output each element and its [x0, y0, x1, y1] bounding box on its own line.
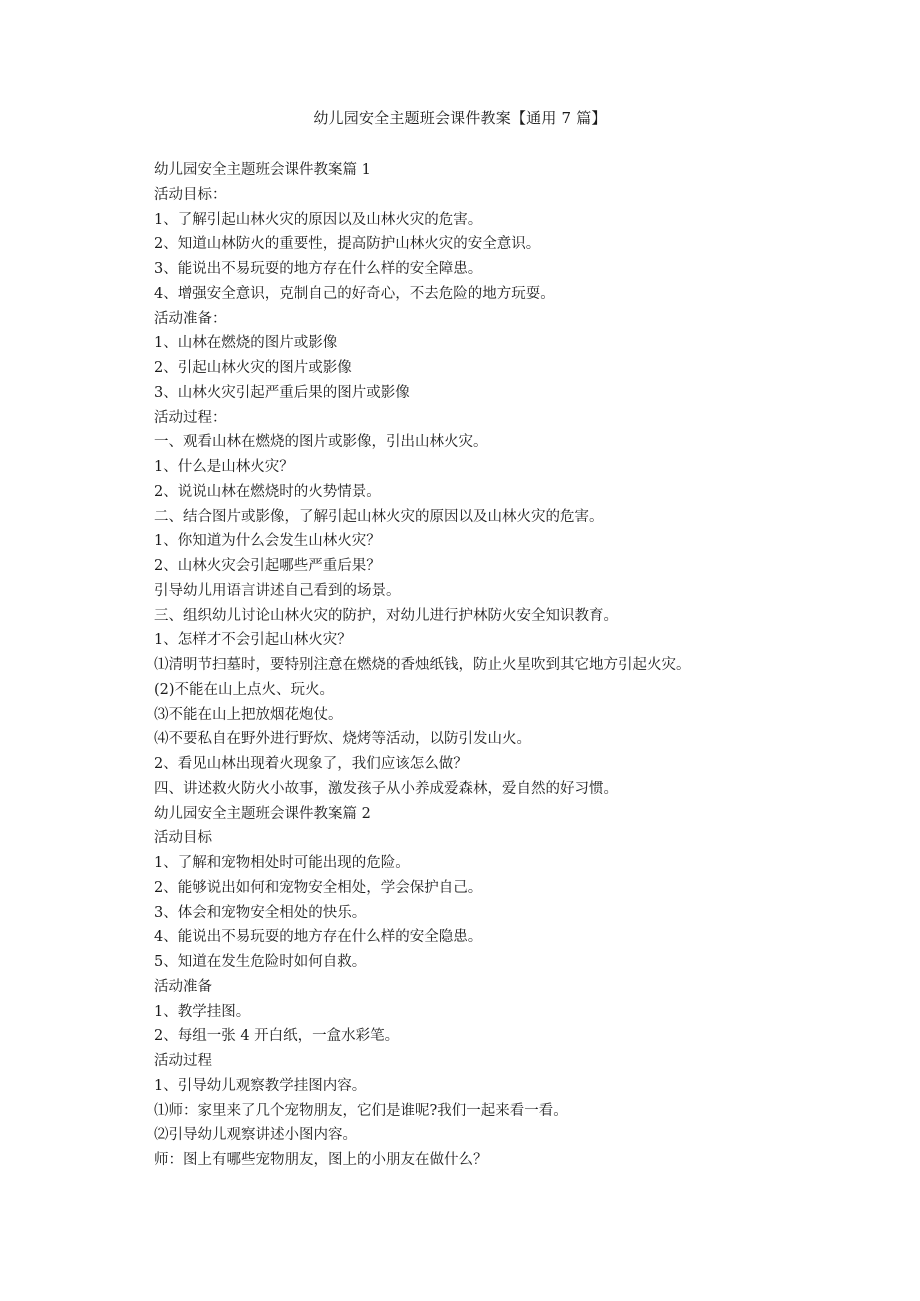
- paragraph-line: 一、观看山林在燃烧的图片或影像，引出山林火灾。: [154, 434, 488, 451]
- paragraph-line: 2、每组一张 4 开白纸，一盒水彩笔。: [154, 1028, 400, 1045]
- page-title: 幼儿园安全主题班会课件教案【通用 7 篇】: [313, 109, 607, 127]
- paragraph-line: 三、组织幼儿讨论山林火灾的防护，对幼儿进行护林防火安全知识教育。: [154, 607, 618, 624]
- paragraph-line: 1、引导幼儿观察教学挂图内容。: [154, 1077, 367, 1094]
- subheading: 活动准备：: [154, 310, 227, 327]
- paragraph-line: 1、山林在燃烧的图片或影像: [154, 335, 338, 352]
- paragraph-line: 1、怎样才不会引起山林火灾？: [154, 632, 352, 649]
- paragraph-line: 二、结合图片或影像，了解引起山林火灾的原因以及山林火灾的危害。: [154, 508, 604, 525]
- document-body: [154, 158, 874, 1173]
- paragraph-line: 2、看见山林出现着火现象了，我们应该怎么做？: [154, 756, 468, 772]
- paragraph-line: 3、体会和宠物安全相处的快乐。: [154, 904, 367, 921]
- paragraph-line: 1、了解引起山林火灾的原因以及山林火灾的危害。: [154, 211, 483, 228]
- subheading: 活动准备: [154, 978, 212, 995]
- paragraph-line: 2、说说山林在燃烧时的火势情景。: [154, 483, 381, 500]
- paragraph-line: 5、知道在发生危险时如何自救。: [154, 954, 367, 970]
- paragraph-line: 引导幼儿用语言讲述自己看到的场景。: [154, 582, 401, 599]
- paragraph-line: ⑵引导幼儿观察讲述小图内容。: [154, 1127, 357, 1144]
- paragraph-line: ⑷不要私自在野外进行野炊、烧烤等活动，以防引发山火。: [154, 731, 531, 748]
- paragraph-line: 1、了解和宠物相处时可能出现的危险。: [154, 855, 410, 871]
- section-heading: 幼儿园安全主题班会课件教案篇 2: [154, 805, 371, 822]
- paragraph-line: ⑴师：家里来了几个宠物朋友，它们是谁呢?我们一起来看一看。: [154, 1102, 568, 1119]
- subheading: 活动过程: [154, 1053, 212, 1069]
- paragraph-line: 4、能说出不易玩耍的地方存在什么样的安全隐患。: [154, 929, 483, 946]
- section-heading: 幼儿园安全主题班会课件教案篇 1: [154, 162, 371, 178]
- paragraph-line: 2、知道山林防火的重要性，提高防护山林火灾的安全意识。: [154, 236, 541, 253]
- subheading: 活动目标：: [154, 186, 227, 203]
- paragraph-line: 1、教学挂图。: [154, 1003, 251, 1020]
- subheading: 活动目标: [154, 830, 212, 847]
- paragraph-line: 师：图上有哪些宠物朋友，图上的小朋友在做什么？: [154, 1152, 488, 1168]
- paragraph-line: 2、山林火灾会引起哪些严重后果？: [154, 558, 381, 574]
- subheading: 活动过程：: [154, 409, 227, 426]
- paragraph-line: (2)不能在山上点火、玩火。: [154, 681, 335, 698]
- paragraph-line: 2、引起山林火灾的图片或影像: [154, 360, 352, 376]
- paragraph-line: 四、讲述救火防火小故事，激发孩子从小养成爱森林，爱自然的好习惯。: [154, 780, 618, 797]
- paragraph-line: 3、能说出不易玩耍的地方存在什么样的安全障患。: [154, 261, 483, 277]
- paragraph-line: 1、什么是山林火灾？: [154, 459, 294, 475]
- paragraph-line: 2、能够说出如何和宠物安全相处，学会保护自己。: [154, 879, 483, 896]
- paragraph-line: ⑶不能在山上把放烟花炮仗。: [154, 706, 343, 723]
- paragraph-line: 3、山林火灾引起严重后果的图片或影像: [154, 384, 410, 401]
- paragraph-line: ⑴清明节扫墓时，要特别注意在燃烧的香烛纸钱，防止火星吹到其它地方引起火灾。: [154, 657, 691, 673]
- paragraph-line: 4、增强安全意识，克制自己的好奇心，不去危险的地方玩耍。: [154, 285, 555, 302]
- paragraph-line: 1、你知道为什么会发生山林火灾？: [154, 533, 381, 550]
